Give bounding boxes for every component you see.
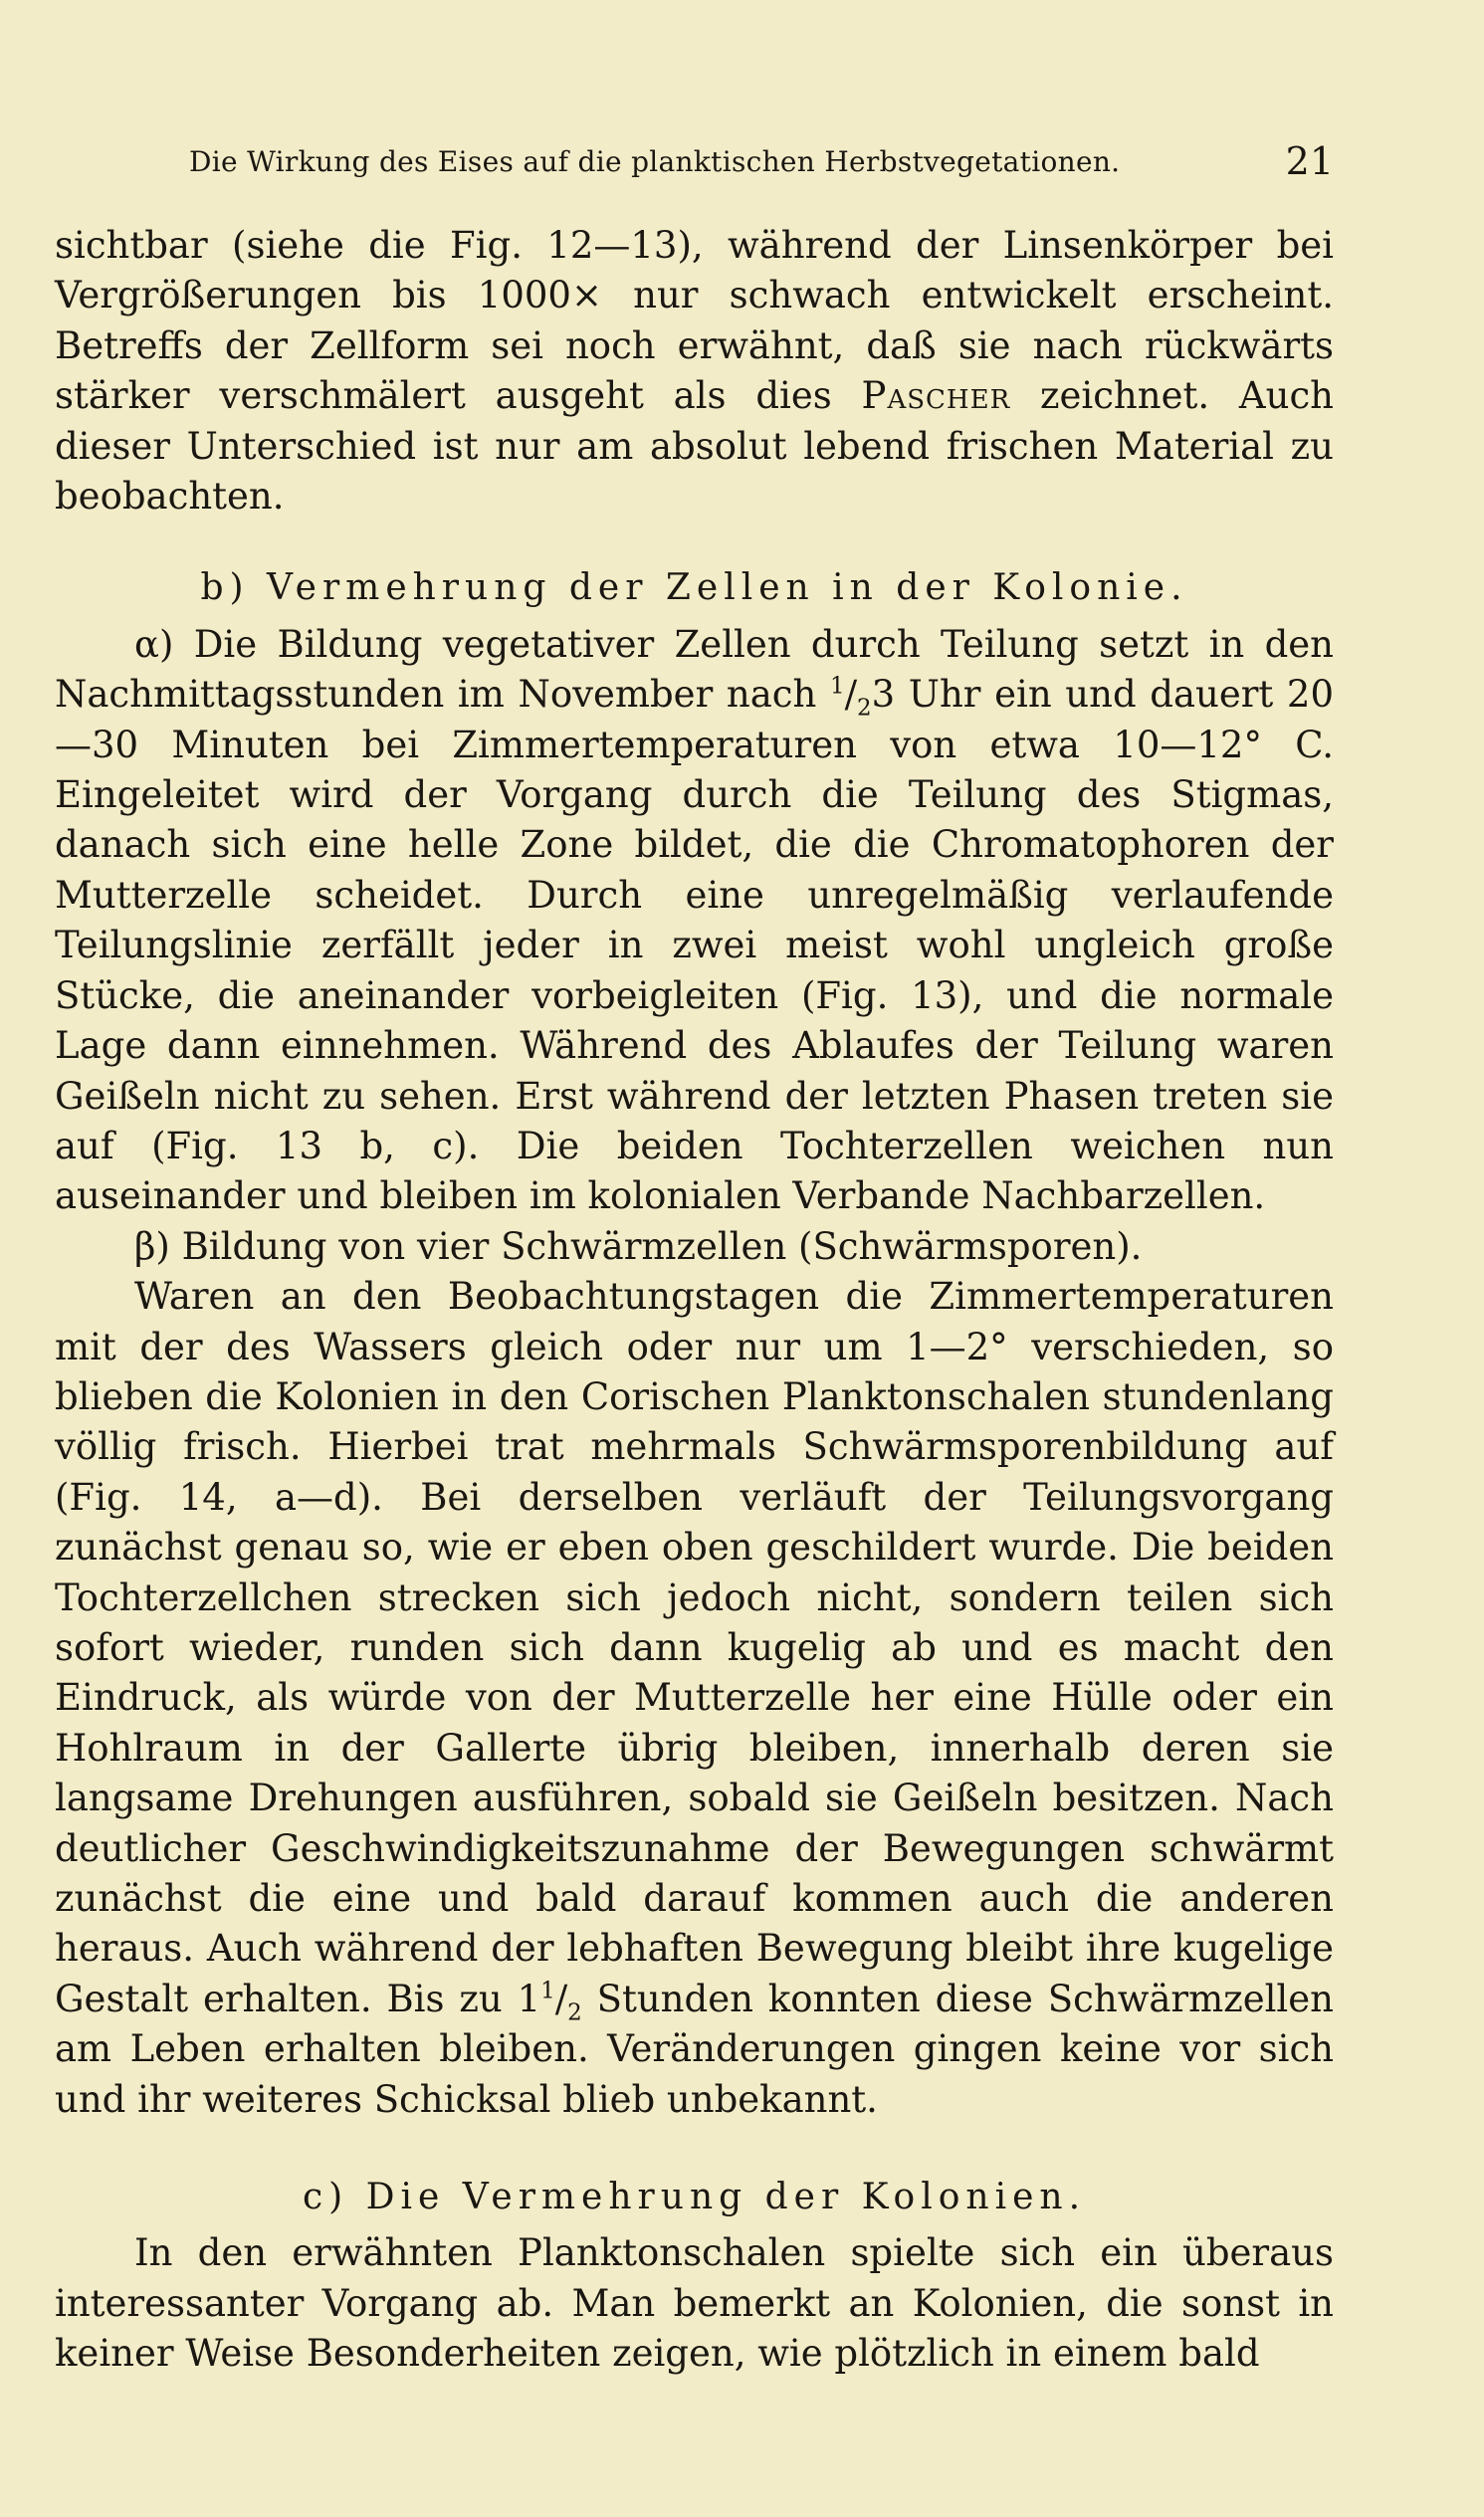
- paragraph-1: [55, 221, 1334, 522]
- paragraph-4: Waren an den Beobachtungstagen die Zimmertemperaturen mit der des Wassers gleich oder nur um 1—2° verschieden, so blieben die Kolonien in den Corischen Planktonschalen stundenlang völlig frisch. Hierbei trat mehrmals Schwärmsporenbildung auf (Fig. 14, a—d). Bei derselben verläuft der Teilungsvorgang zunächst genau so, wie er eben oben geschildert wurde. Die beiden Tochterzellchen strecken sich jedoch nicht, sondern teilen sich sofort wieder, runden sich dann kugelig ab und es macht den Eindruck, als würde von der Mutterzelle her eine Hülle oder ein Hohlraum in der Gallerte übrig bleiben, innerhalb deren sie langsame Drehungen ausführen, sobald sie Geißeln besitzen. Nach deutlicher Geschwindigkeitszunahme der Bewegungen schwärmt zunächst die eine und bald darauf kommen auch die anderen heraus. Auch während der lebhaften Bewegung bleibt ihre kugelige Gestalt erhalten. Bis zu $1^1/_2$ Stunden konnten diese Schwärmzellen am Leben erhalten bleiben. Veränderungen gingen keine vor sich und ihr weiteres Schicksal blieb unbekannt.: [55, 1275, 1334, 2121]
- text-block: [55, 221, 1334, 2380]
- fraction-numerator: 1: [540, 1978, 555, 2004]
- fraction-numerator: 1: [829, 673, 845, 700]
- section-heading-c: c) Die Vermehrung der Kolonien.: [302, 2177, 1087, 2218]
- paragraph-2: α) Die Bildung vegetativer Zellen durch Teilung setzt in den Nachmittagsstunden im November nach $^1/_23$ Uhr ein und dauert 20—30 Minuten bei Zimmertemperaturen von etwa 10—12° C. Eingeleitet wird der Vorgang durch die Teilung des Stigmas, danach sich eine helle Zone bildet, die die Chromatophoren der Mutterzelle scheidet. Durch eine unregelmäßig verlaufende Teilungslinie zerfällt jeder in zwei meist wohl ungleich große Stücke, die aneinander vorbeigleiten (Fig. 13), und die normale Lage dann einnehmen. Während des Ablaufes der Teilung waren Geißeln nicht zu sehen. Erst während der letzten Phasen treten sie auf (Fig. 13 b, c). Die beiden Tochterzellen weichen nun auseinander und bleiben im kolonialen Verbande Nachbarzellen.: [55, 622, 1334, 1218]
- paragraph-2-text-a: α) Die Bildung vegetativer Zellen durch Teilung setzt in den Nachmittagsstunden im November nach: [55, 622, 1334, 717]
- fraction-denominator: 2: [857, 695, 872, 722]
- paragraph-2-text-b: 3 Uhr ein und dauert 20—30 Minuten bei Zimmertemperaturen von etwa 10—12° C. Eingeleitet wird der Vorgang durch die Teilung des Stigmas, danach sich eine helle Zone bildet, die die Chromatophoren der Mutterzelle scheidet. Durch eine unregelmäßig verlaufende Teilungslinie zerfällt jeder in zwei meist wohl ungleich große Stücke, die aneinander vorbeigleiten (Fig. 13), und die normale Lage dann einnehmen. Während des Ablaufes der Teilung waren Geißeln nicht zu sehen. Erst während der letzten Phasen treten sie auf (Fig. 13 b, c). Die beiden Tochterzellen weichen nun auseinander und bleiben im kolonialen Verbande Nachbarzellen.: [55, 673, 1334, 1218]
- running-title: Die Wirkung des Eises auf die planktischen Herbstvegetationen.: [189, 145, 1121, 178]
- section-heading-b: b) Vermehrung der Zellen in der Kolonie.: [200, 567, 1188, 609]
- paragraph-4-text-b: Stunden konnten diese Schwärmzellen am Leben erhalten bleiben. Veränderungen gingen keine vor sich und ihr weiteres Schicksal blieb unbekannt.: [55, 1977, 1334, 2121]
- paragraph-1-text-a: sichtbar (siehe die Fig. 12—13), während der Linsenkörper bei Vergrößerungen bis 1000× nur schwach entwickelt erscheint. Betreffs der Zellform sei noch erwähnt, daß sie nach rückwärts stärker verschmälert ausgeht als dies: [55, 224, 1334, 418]
- page-number: 21: [1285, 139, 1334, 183]
- paragraph-4-text-a: Waren an den Beobachtungstagen die Zimmertemperaturen mit der des Wassers gleich oder nur um 1—2° verschieden, so blieben die Kolonien in den Corischen Planktonschalen stundenlang völlig frisch. Hierbei trat mehrmals Schwärmsporenbildung auf (Fig. 14, a—d). Bei derselben verläuft der Teilungsvorgang zunächst genau so, wie er eben oben geschildert wurde. Die beiden Tochterzellchen strecken sich jedoch nicht, sondern teilen sich sofort wieder, runden sich dann kugelig ab und es macht den Eindruck, als würde von der Mutterzelle her eine Hülle oder ein Hohlraum in der Gallerte übrig bleiben, innerhalb deren sie langsame Drehungen ausführen, sobald sie Geißeln besitzen. Nach deutlicher Geschwindigkeitszunahme der Bewegungen schwärmt zunächst die eine und bald darauf kommen auch die anderen heraus. Auch während der lebhaften Bewegung bleibt ihre kugelige Gestalt erhalten. Bis zu 1: [55, 1275, 1334, 2020]
- running-head: [55, 139, 1334, 199]
- spacer: [55, 2125, 1334, 2173]
- paragraph-3: β) Bildung von vier Schwärmzellen (Schwärmsporen).: [134, 1224, 1143, 1268]
- book-page: [55, 0, 1334, 2517]
- paragraph-1-text-b: zeichnet. Auch dieser Unterschied ist nur am absolut lebend frischen Material zu beobachten.: [55, 374, 1335, 519]
- author-name: Pascher: [861, 374, 1011, 418]
- paragraph-5: In den erwähnten Planktonschalen spielte sich ein überaus interessanter Vorgang ab. Man bemerkt an Kolonien, die sonst in keiner Weise Besonderheiten zeigen, wie plötzlich in einem bald: [55, 2231, 1334, 2376]
- spacer: [55, 522, 1334, 563]
- fraction-denominator: 2: [567, 1999, 582, 2026]
